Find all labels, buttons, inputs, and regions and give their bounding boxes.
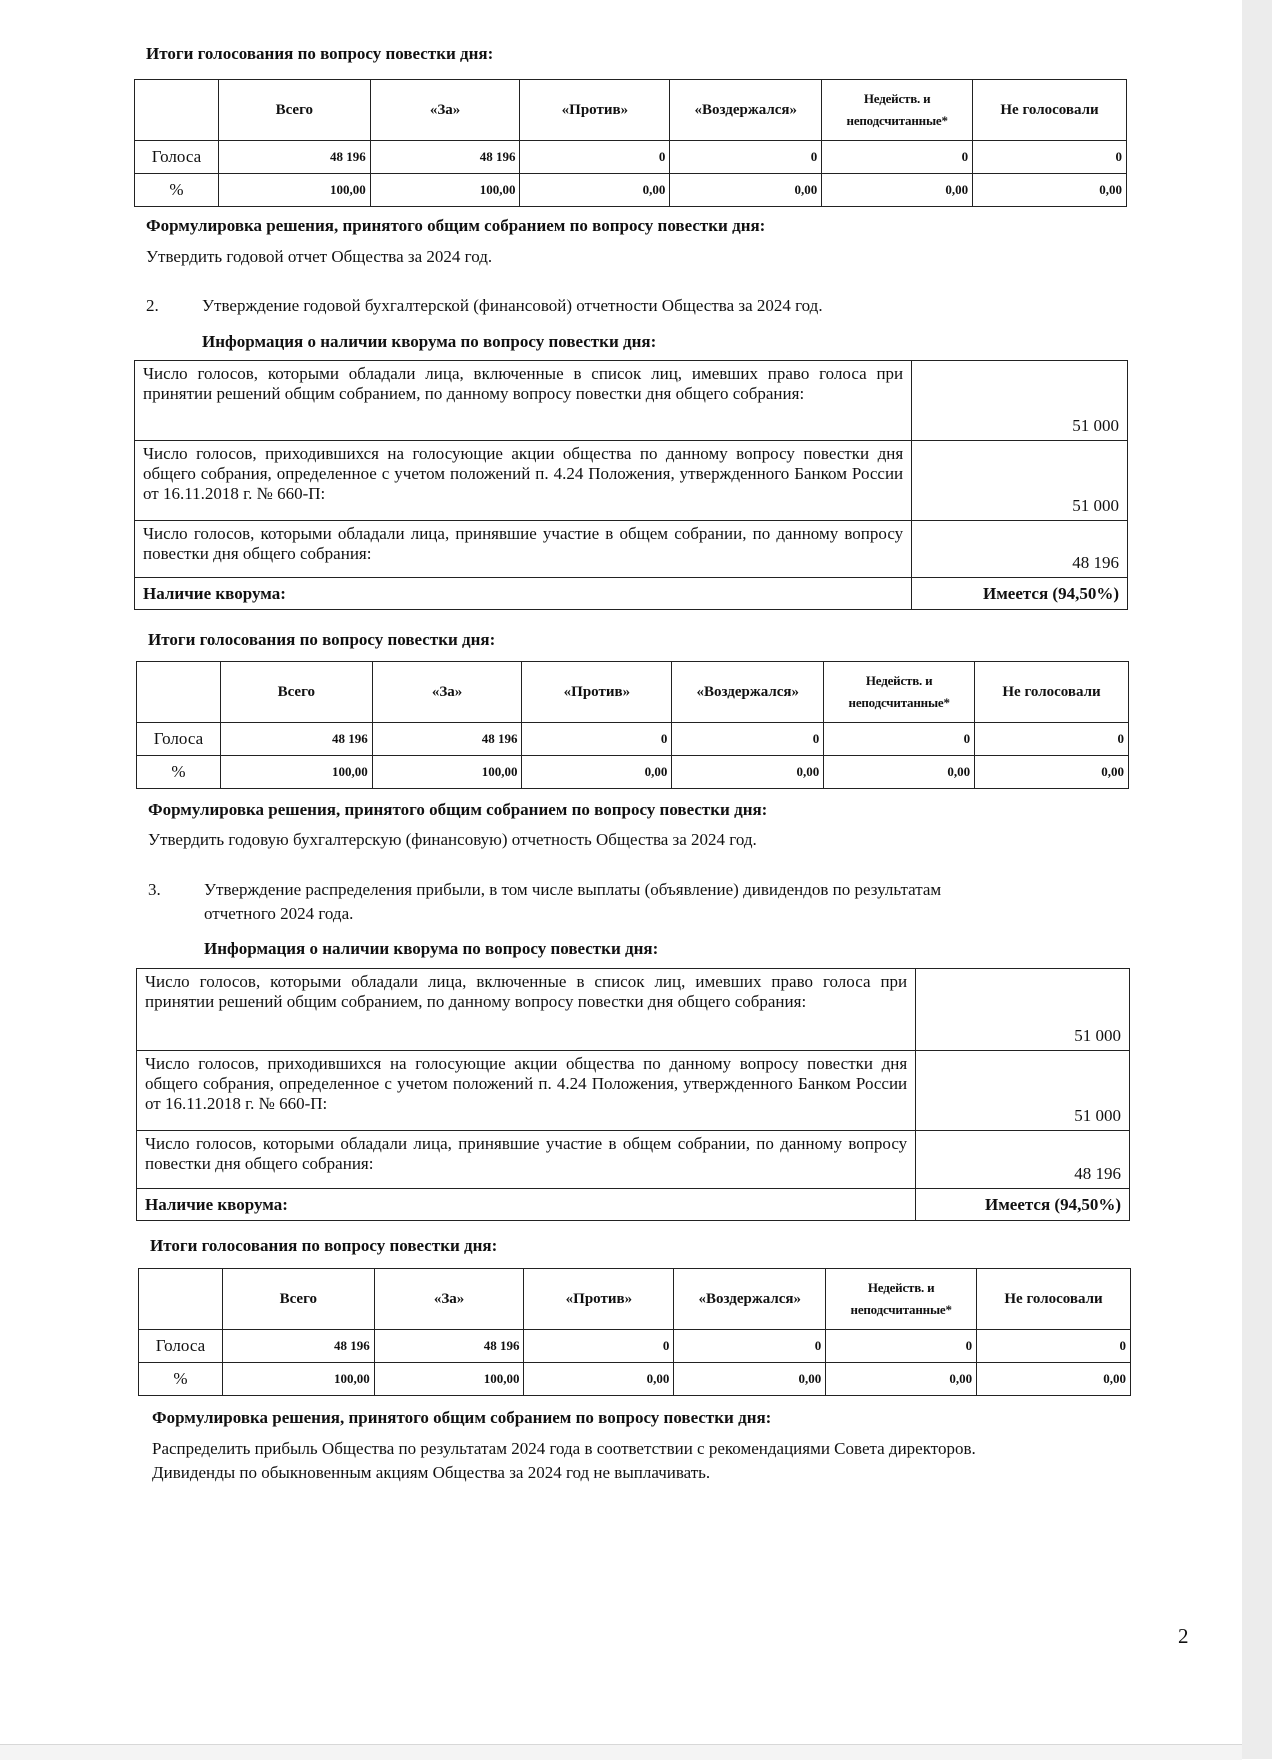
col-header: «Воздержался» [674, 1269, 826, 1330]
table-row [135, 441, 1128, 521]
table-row [137, 723, 1129, 756]
col-header: Не голосовали [977, 1269, 1131, 1330]
quorum-row-value: 51 000 [912, 361, 1128, 441]
cell: 0 [977, 1330, 1131, 1363]
cell: 48 196 [218, 141, 370, 174]
col-header: Не голосовали [975, 662, 1129, 723]
quorum-footer-label: Наличие кворума: [137, 1189, 916, 1221]
cell: 0,00 [672, 756, 824, 789]
cell: 0,00 [822, 174, 973, 207]
table-row [135, 521, 1128, 578]
vote-table-1 [134, 79, 1127, 207]
cell: 100,00 [222, 1363, 374, 1396]
quorum-row-value: 51 000 [916, 1051, 1130, 1131]
cell: 0 [670, 141, 822, 174]
col-header: «За» [372, 662, 522, 723]
cell: 100,00 [370, 174, 520, 207]
cell: 48 196 [374, 1330, 524, 1363]
cell: 0 [520, 141, 670, 174]
decision-heading-2: Формулировка решения, принятого общим собранием по вопросу повестки дня: [148, 800, 768, 819]
cell: 0,00 [674, 1363, 826, 1396]
cell: 0,00 [524, 1363, 674, 1396]
voting-results-heading-1: Итоги голосования по вопросу повестки дня: [146, 44, 494, 63]
table-row [137, 756, 1129, 789]
quorum-row-text: Число голосов, которыми обладали лица, принявшие участие в общем собрании, по данному вопросу повестки дня общего собрания: [137, 1131, 916, 1189]
row-label: Голоса [137, 723, 221, 756]
quorum-row-text: Число голосов, приходившихся на голосующие акции общества по данному вопросу повестки дня общего собрания, определенное с учетом положений п. 4.24 Положения, утвержденного Банком России от 16.11.2018 г. № 660-П: [135, 441, 912, 521]
cell: 48 196 [220, 723, 372, 756]
row-label: % [135, 174, 219, 207]
quorum-row-value: 51 000 [916, 969, 1130, 1051]
quorum-footer-value: Имеется (94,50%) [912, 578, 1128, 610]
row-label: % [137, 756, 221, 789]
section-title-2: Утверждение годовой бухгалтерской (финансовой) отчетности Общества за 2024 год. [202, 296, 823, 315]
col-header: «Против» [520, 80, 670, 141]
cell: 0 [522, 723, 672, 756]
decision-text-3-line1: Распределить прибыль Общества по результатам 2024 года в соответствии с рекомендациями Совета директоров. [152, 1439, 976, 1458]
section-number-3: 3. [148, 880, 161, 899]
col-header: «Воздержался» [672, 662, 824, 723]
vote-table-2 [136, 661, 1129, 789]
quorum-row-value: 48 196 [912, 521, 1128, 578]
cell: 0 [672, 723, 824, 756]
corner-cell [139, 1269, 223, 1330]
col-header: Всего [220, 662, 372, 723]
decision-text-2: Утвердить годовую бухгалтерскую (финансовую) отчетность Общества за 2024 год. [148, 830, 757, 849]
cell: 48 196 [370, 141, 520, 174]
cell: 0,00 [977, 1363, 1131, 1396]
section-title-3-line2: отчетного 2024 года. [204, 904, 354, 923]
cell: 0,00 [973, 174, 1127, 207]
quorum-row-text: Число голосов, приходившихся на голосующие акции общества по данному вопросу повестки дня общего собрания, определенное с учетом положений п. 4.24 Положения, утвержденного Банком России от 16.11.2018 г. № 660-П: [137, 1051, 916, 1131]
quorum-row-text: Число голосов, которыми обладали лица, принявшие участие в общем собрании, по данному вопросу повестки дня общего собрания: [135, 521, 912, 578]
col-header: «Против» [522, 662, 672, 723]
quorum-table-3 [136, 968, 1130, 1221]
quorum-footer-value: Имеется (94,50%) [916, 1189, 1130, 1221]
quorum-heading-2: Информация о наличии кворума по вопросу повестки дня: [202, 332, 657, 351]
corner-cell [137, 662, 221, 723]
scan-margin-right [1242, 0, 1272, 1759]
quorum-heading-3: Информация о наличии кворума по вопросу повестки дня: [204, 939, 659, 958]
table-row [135, 578, 1128, 610]
cell: 0,00 [824, 756, 975, 789]
cell: 0 [973, 141, 1127, 174]
col-header: Недейств. и неподсчитанные* [822, 80, 973, 141]
quorum-row-text: Число голосов, которыми обладали лица, включенные в список лиц, имевших право голоса при принятии решений общим собранием, по данному вопросу повестки дня общего собрания: [135, 361, 912, 441]
quorum-footer-label: Наличие кворума: [135, 578, 912, 610]
cell: 100,00 [218, 174, 370, 207]
decision-heading-1: Формулировка решения, принятого общим собранием по вопросу повестки дня: [146, 216, 766, 235]
cell: 0,00 [520, 174, 670, 207]
col-header: «За» [370, 80, 520, 141]
cell: 0,00 [975, 756, 1129, 789]
quorum-table-2 [134, 360, 1128, 610]
voting-results-heading-3: Итоги голосования по вопросу повестки дня: [150, 1236, 498, 1255]
table-row [137, 969, 1130, 1051]
decision-heading-3: Формулировка решения, принятого общим собранием по вопросу повестки дня: [152, 1408, 772, 1427]
table-row [137, 1131, 1130, 1189]
cell: 100,00 [220, 756, 372, 789]
decision-text-3-line2: Дивиденды по обыкновенным акциям Общества за 2024 год не выплачивать. [152, 1463, 711, 1482]
cell: 0 [824, 723, 975, 756]
cell: 0,00 [670, 174, 822, 207]
table-row [135, 141, 1127, 174]
table-row [135, 174, 1127, 207]
cell: 100,00 [372, 756, 522, 789]
quorum-row-value: 48 196 [916, 1131, 1130, 1189]
table-row [139, 1363, 1131, 1396]
quorum-row-value: 51 000 [912, 441, 1128, 521]
cell: 0 [822, 141, 973, 174]
col-header: Всего [222, 1269, 374, 1330]
cell: 0,00 [826, 1363, 977, 1396]
col-header: Не голосовали [973, 80, 1127, 141]
col-header: Недейств. и неподсчитанные* [824, 662, 975, 723]
cell: 0 [975, 723, 1129, 756]
col-header: «Воздержался» [670, 80, 822, 141]
table-row [135, 361, 1128, 441]
cell: 100,00 [374, 1363, 524, 1396]
cell: 48 196 [222, 1330, 374, 1363]
cell: 48 196 [372, 723, 522, 756]
page-number: 2 [1178, 1624, 1189, 1648]
table-row [137, 1051, 1130, 1131]
col-header: «За» [374, 1269, 524, 1330]
row-label: Голоса [139, 1330, 223, 1363]
row-label: Голоса [135, 141, 219, 174]
cell: 0 [826, 1330, 977, 1363]
cell: 0,00 [522, 756, 672, 789]
cell: 0 [674, 1330, 826, 1363]
col-header: Всего [218, 80, 370, 141]
table-row [139, 1330, 1131, 1363]
section-title-3-line1: Утверждение распределения прибыли, в том числе выплаты (объявление) дивидендов по результатам [204, 880, 942, 899]
table-row [137, 1189, 1130, 1221]
cell: 0 [524, 1330, 674, 1363]
voting-results-heading-2: Итоги голосования по вопросу повестки дня: [148, 630, 496, 649]
decision-text-1: Утвердить годовой отчет Общества за 2024 год. [146, 247, 493, 266]
section-number-2: 2. [146, 296, 159, 315]
quorum-row-text: Число голосов, которыми обладали лица, включенные в список лиц, имевших право голоса при принятии решений общим собранием, по данному вопросу повестки дня общего собрания: [137, 969, 916, 1051]
scan-margin-bottom [0, 1744, 1242, 1760]
row-label: % [139, 1363, 223, 1396]
col-header: «Против» [524, 1269, 674, 1330]
vote-table-3 [138, 1268, 1131, 1396]
corner-cell [135, 80, 219, 141]
col-header: Недейств. и неподсчитанные* [826, 1269, 977, 1330]
